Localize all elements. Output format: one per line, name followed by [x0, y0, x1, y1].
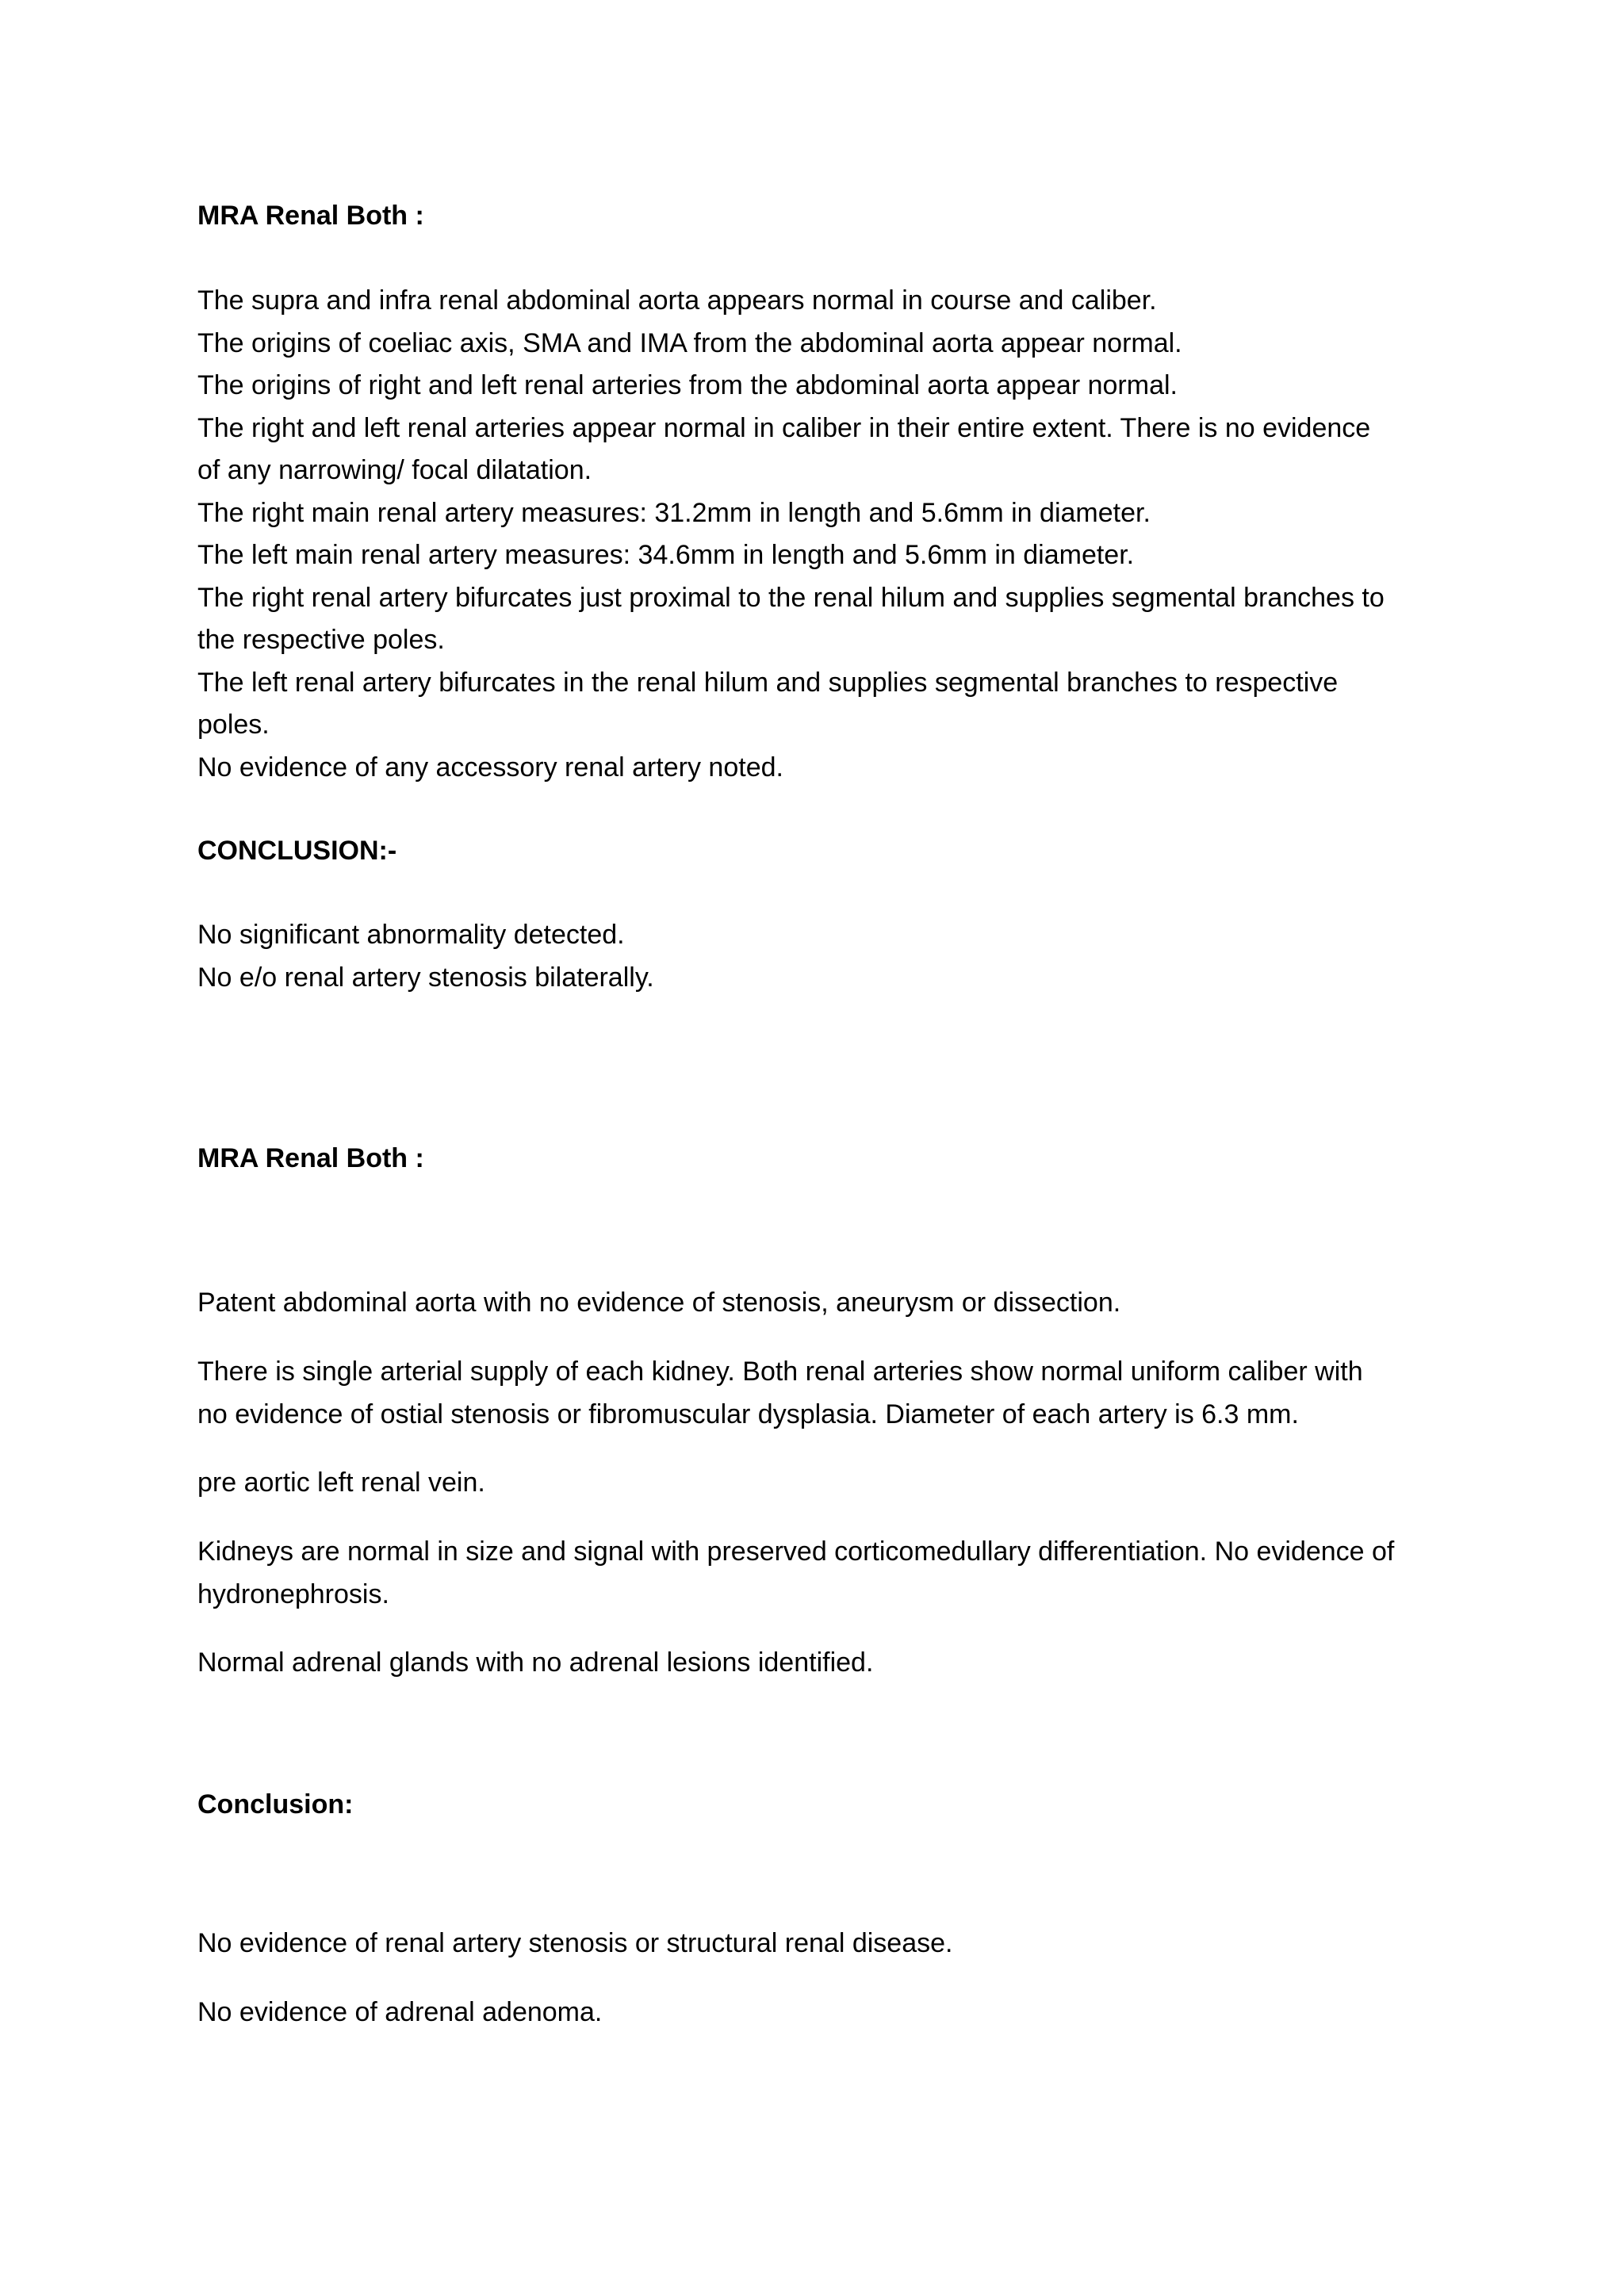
finding-line: The origins of right and left renal arteries from the abdominal aorta appear normal. [197, 370, 1178, 400]
report2-paragraph: Patent abdominal aorta with no evidence of stenosis, aneurysm or dissection. [197, 1288, 1121, 1318]
finding-line: The right renal artery bifurcates just proximal to the renal hilum and supplies segmental branches to [197, 582, 1385, 613]
document-page [197, 0, 1466, 2296]
report2-conclusion-line: No evidence of renal artery stenosis or structural renal disease. [197, 1928, 953, 1958]
finding-line: of any narrowing/ focal dilatation. [197, 455, 592, 485]
report1-findings [197, 280, 1466, 789]
finding-line: The supra and infra renal abdominal aorta appears normal in course and caliber. [197, 285, 1157, 316]
report2-title: MRA Renal Both : [197, 1143, 424, 1173]
finding-line: The origins of coeliac axis, SMA and IMA from the abdominal aorta appear normal. [197, 327, 1182, 358]
report2-conclusion-title: Conclusion: [197, 1789, 354, 1820]
conclusion-line: No e/o renal artery stenosis bilaterally. [197, 962, 654, 993]
conclusion-line: No significant abnormality detected. [197, 920, 625, 950]
report2-paragraph: pre aortic left renal vein. [197, 1468, 485, 1498]
report2-conclusion-line: No evidence of adrenal adenoma. [197, 1997, 603, 2027]
report1-conclusion-title: CONCLUSION:- [197, 836, 397, 866]
report1-title: MRA Renal Both : [197, 201, 424, 231]
report1-conclusion [197, 914, 1466, 999]
finding-line: No evidence of any accessory renal artery noted. [197, 752, 783, 783]
finding-line: The left renal artery bifurcates in the renal hilum and supplies segmental branches to respective [197, 667, 1339, 698]
finding-line: The right main renal artery measures: 31.2mm in length and 5.6mm in diameter. [197, 497, 1151, 528]
report2-paragraph: Normal adrenal glands with no adrenal lesions identified. [197, 1647, 874, 1678]
report2-paragraph: There is single arterial supply of each kidney. Both renal arteries show normal uniform caliber with no evidence of ostial stenosis or fibromuscular dysplasia. Diameter of each artery is 6.3 mm. [197, 1357, 1363, 1429]
finding-line: the respective poles. [197, 625, 445, 655]
finding-line: The right and left renal arteries appear normal in caliber in their entire extent. There is no evidence [197, 412, 1371, 443]
report2-paragraph: Kidneys are normal in size and signal with preserved corticomedullary differentiation. No evidence of hydronephrosis. [197, 1536, 1395, 1609]
finding-line: poles. [197, 710, 270, 740]
finding-line: The left main renal artery measures: 34.6mm in length and 5.6mm in diameter. [197, 540, 1135, 570]
